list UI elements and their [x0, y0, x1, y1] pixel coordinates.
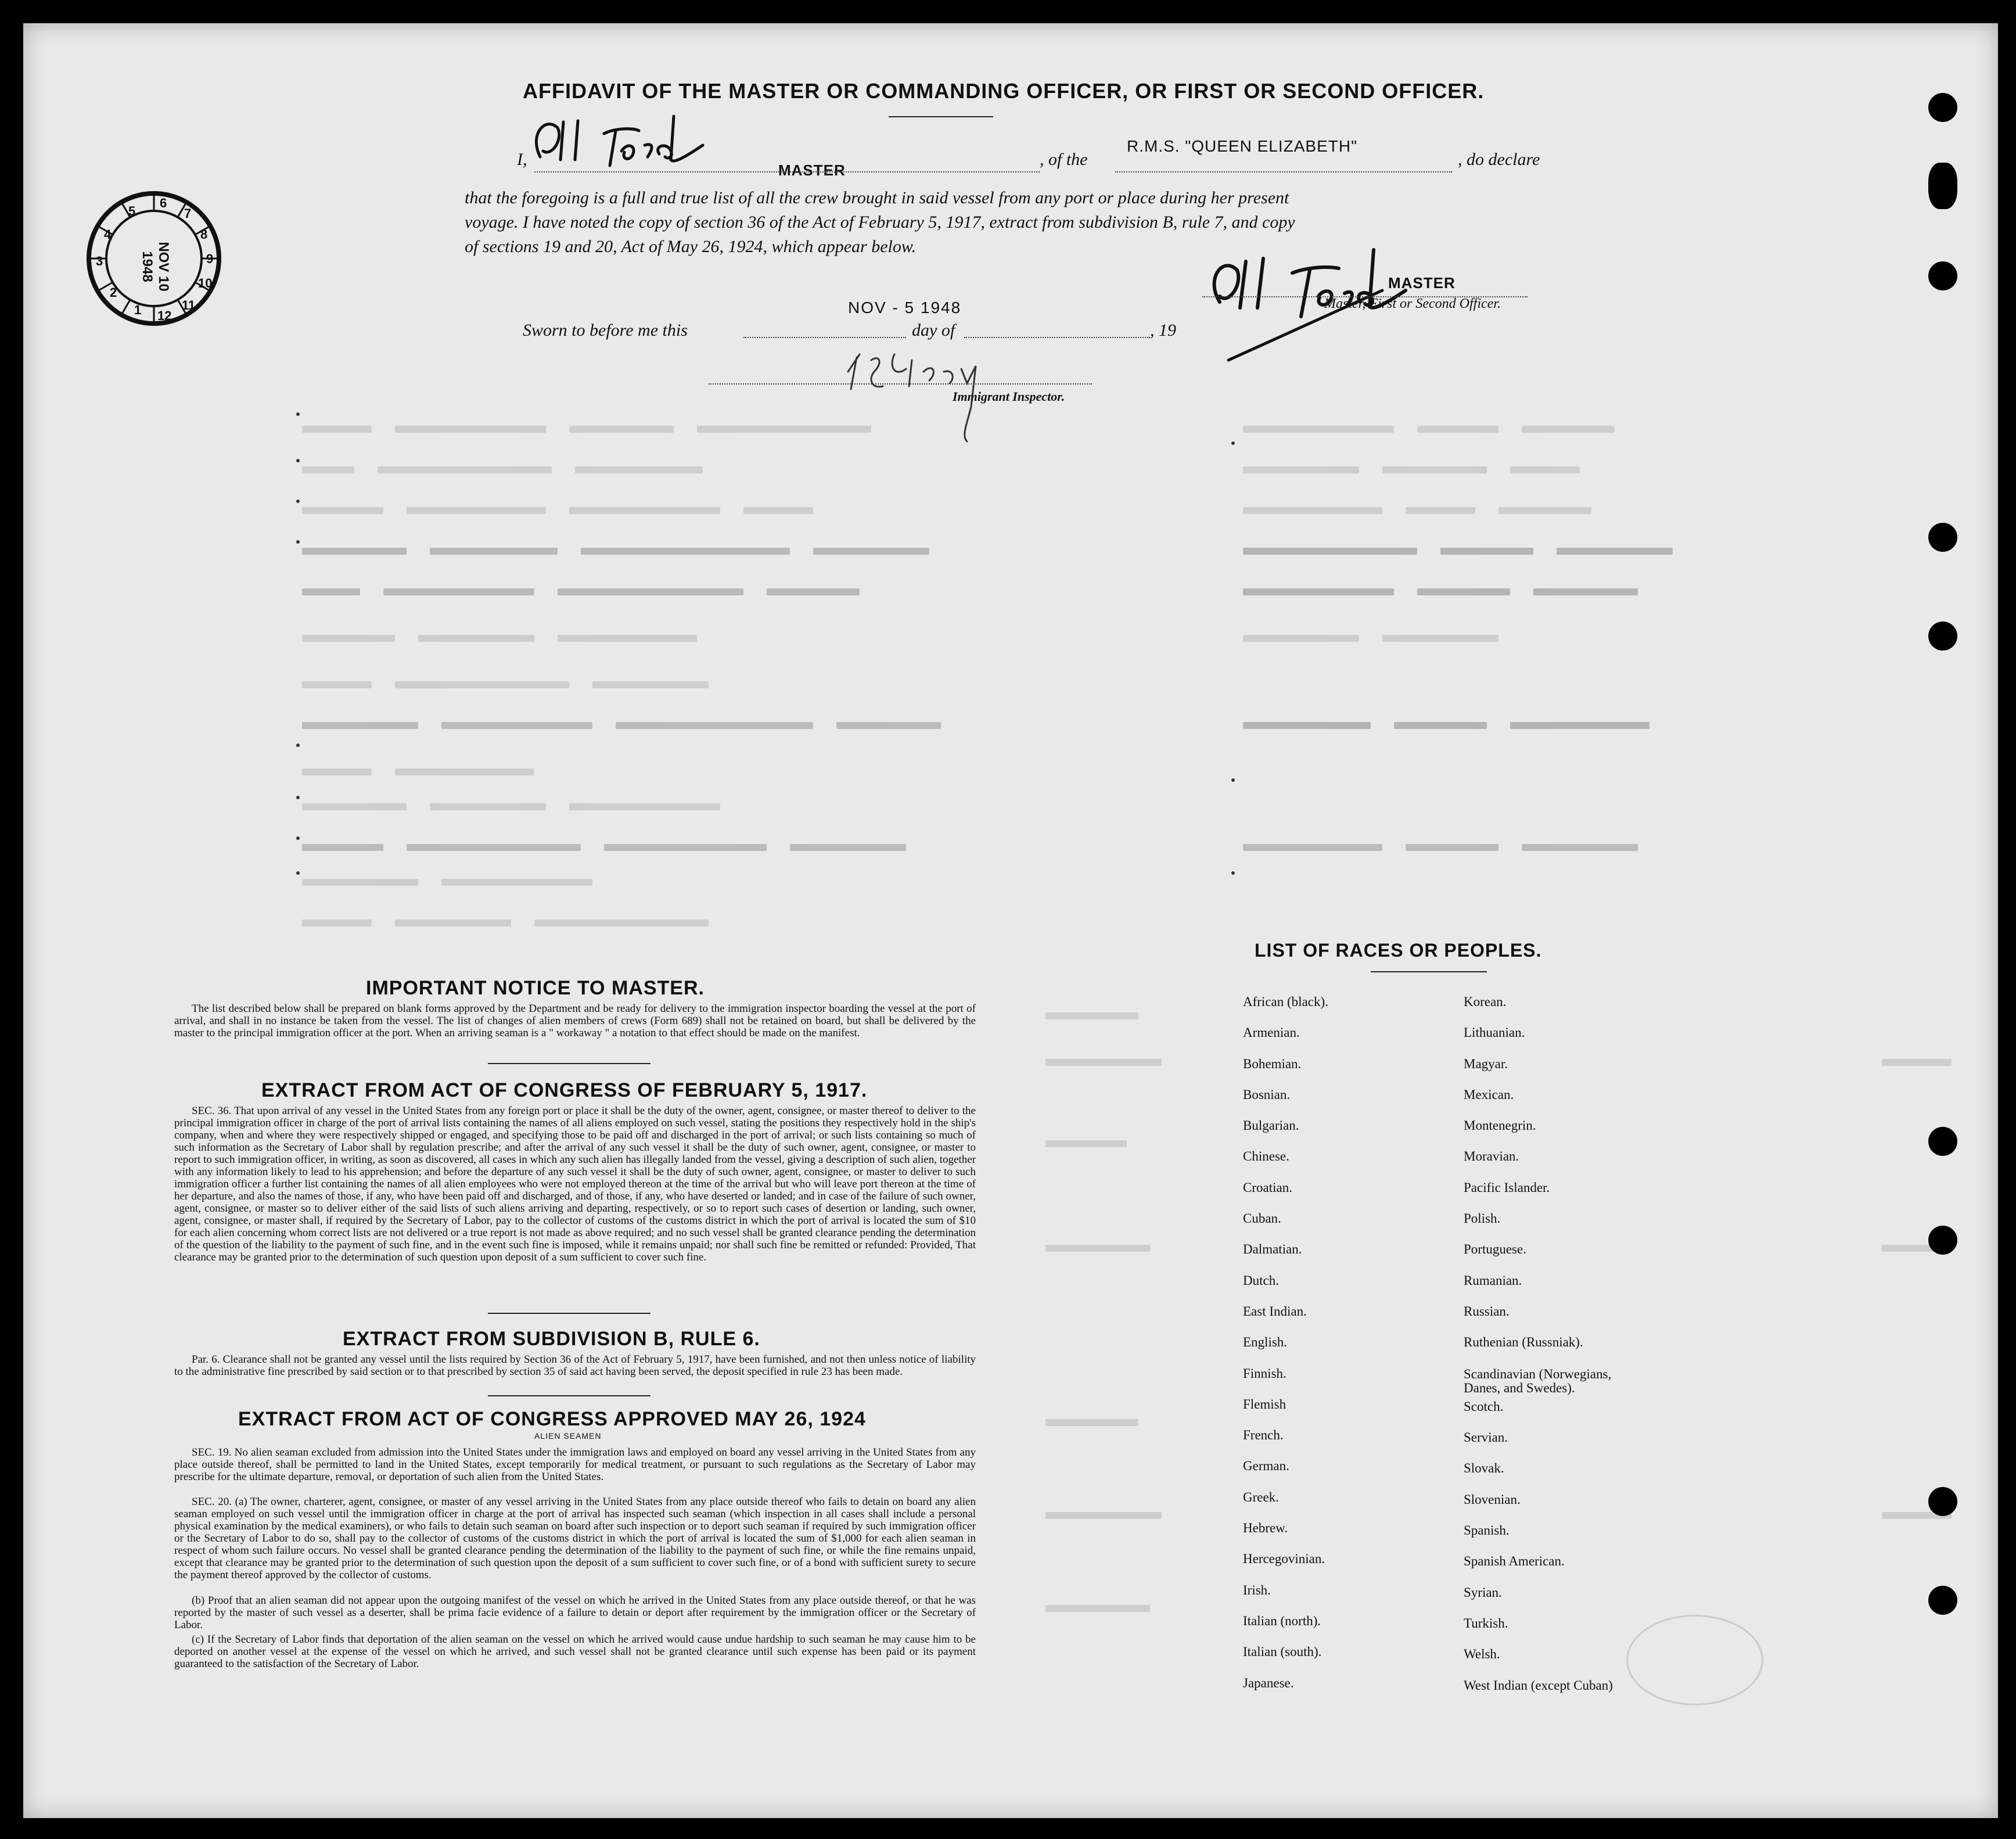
extract-1917-divider [488, 1313, 651, 1314]
race-item: Bulgarian. [1243, 1118, 1299, 1133]
sworn-date-stamp: NOV - 5 1948 [848, 299, 962, 317]
race-item: West Indian (except Cuban) [1464, 1678, 1613, 1693]
race-item: Welsh. [1464, 1647, 1500, 1662]
sec-20-text: SEC. 20. (a) The owner, charterer, agent, consignee, or master of any vessel arriving in the United States from any place outside thereof who fails to detain on board any alien seaman employed on such vessel until the immigration officer in charge at the port of arrival has inspected such seaman (which inspection in all cases shall include a personal physical examination by the medical examiners), or who fails to detain such seaman on board after such inspection or to deport such seaman if required by such immigration officer or the Secretary of Labor to do so, shall pay to the collector of customs of the customs district in which the port of arrival is located the sum of $1,000 for each alien seaman in respect of whom such failure occurs. No vessel shall be granted clearance pending the determination of the liability to the payment of such fine, or while the fine remains unpaid, except that clearance may be granted prior to the determination of such question upon the deposit of a sum sufficient to cover such fine, or of a bond with sufficient surety to secure the payment thereof approved by the collector of customs. [174, 1496, 976, 1581]
race-item: Russian. [1464, 1303, 1510, 1319]
stamp-number: 8 [200, 227, 208, 242]
race-item: Pacific Islander. [1464, 1180, 1550, 1195]
races-left-column [1243, 993, 1440, 1705]
notice-divider [488, 1063, 651, 1064]
race-item: Greek. [1243, 1489, 1279, 1504]
declaration-line-1: that the foregoing is a full and true list of all the crew brought in said vessel from any port or place during her present [465, 188, 1289, 207]
race-item: Finnish. [1243, 1366, 1286, 1381]
race-item: Dutch. [1243, 1273, 1279, 1288]
affidavit-title: AFFIDAVIT OF THE MASTER OR COMMANDING OFFICER, OR FIRST OR SECOND OFFICER. [523, 79, 1485, 103]
extract-1917-title: EXTRACT FROM ACT OF CONGRESS OF FEBRUARY 5, 1917. [261, 1079, 868, 1101]
stamp-number: 7 [184, 206, 192, 221]
races-title-underline [1371, 971, 1487, 972]
race-item: Chinese. [1243, 1149, 1289, 1164]
i-label: I, [517, 150, 527, 169]
declaration-line-2: voyage. I have noted the copy of section 36 of the Act of February 5, 1917, extract from subdivision B, rule 7, and copy [465, 213, 1295, 232]
race-item: Korean. [1464, 994, 1507, 1009]
stamp-number: 10 [198, 276, 213, 290]
sworn-label: Sworn to before me this [523, 321, 688, 340]
year-label: , 19 [1150, 321, 1176, 340]
race-item: Bosnian. [1243, 1087, 1291, 1102]
sec-20b-text: (b) Proof that an alien seaman did not appear upon the outgoing manifest of the vessel on which he arrived in the United States from any place outside thereof, or that he was reported by the master of such vessel as a deserter, shall be prima facie evidence of a failure to detain or deport after requirement by the immigration officer or the Secretary of Labor. [174, 1594, 976, 1631]
master-signature-icon [529, 110, 761, 174]
races-title: LIST OF RACES OR PEOPLES. [1255, 940, 1542, 961]
race-item: Scotch. [1464, 1399, 1504, 1414]
of-the-label: , of the [1040, 150, 1088, 169]
race-item: Croatian. [1243, 1180, 1292, 1195]
race-item: Flemish [1243, 1396, 1286, 1411]
race-item: Moravian. [1464, 1149, 1519, 1164]
officer-caption: Master, First or Second Officer. [1324, 296, 1501, 311]
document-page [23, 23, 1998, 1818]
faint-oval-stamp [1626, 1615, 1763, 1705]
notice-title: IMPORTANT NOTICE TO MASTER. [366, 977, 705, 999]
vessel-blank-line [1115, 171, 1452, 173]
race-item: Portuguese. [1464, 1242, 1526, 1257]
declaration-line-3: of sections 19 and 20, Act of May 26, 1924, which appear below. [465, 237, 917, 256]
inspector-caption: Immigrant Inspector. [953, 389, 1065, 404]
master-stamp: MASTER [778, 161, 846, 179]
sec-19-text: SEC. 19. No alien seaman excluded from admission into the United States under the immigration laws and employed on board any vessel arriving in the United States from any place outside thereof, shall be permitted to land in the United States, except temporarily for medical treatment, or pursuant to such regulations as the Secretary of Labor may prescribe for the ultimate departure, removal, or deportation of such alien from the United States. [174, 1446, 976, 1483]
notice-text: The list described below shall be prepared on blank forms approved by the Department and be ready for delivery to the immigration inspector boarding the vessel at the port of arrival, and shall in no instance be taken from the vessel. The list of changes of alien members of crews (Form 689) shall not be retained on board, but shall be delivered by the master to the principal immigration officer at the port. When an arriving seaman is a " workaway " a notation to that effect should be made on the manifest. [174, 1003, 976, 1039]
subdivision-divider [488, 1395, 651, 1396]
title-underline [889, 116, 993, 117]
officer-master-stamp: MASTER [1388, 274, 1456, 292]
subdivision-title: EXTRACT FROM SUBDIVISION B, RULE 6. [343, 1328, 760, 1350]
vessel-name: R.M.S. "QUEEN ELIZABETH" [1127, 137, 1358, 155]
race-item: Servian. [1464, 1430, 1508, 1445]
race-item: Rumanian. [1464, 1273, 1522, 1288]
stamp-number: 12 [157, 308, 172, 323]
race-item: Polish. [1464, 1211, 1501, 1226]
race-item: French. [1243, 1428, 1284, 1443]
race-item: Irish. [1243, 1582, 1271, 1597]
race-item: East Indian. [1243, 1303, 1307, 1319]
subdivision-text: Par. 6. Clearance shall not be granted any vessel until the lists required by Section 36 of the Act of February 5, 1917, have been furnished, and not then unless notice of liability to the administrative fine prescribed by said section or to that prescribed by section 35 of said act having been served, the deposit specified in rule 23 has been made. [174, 1353, 976, 1378]
race-item: Dalmatian. [1243, 1242, 1302, 1257]
stamp-date: NOV 10 1948 [139, 242, 171, 292]
race-item: Slovak. [1464, 1461, 1504, 1476]
race-item: Italian (north). [1243, 1613, 1321, 1628]
race-item: African (black). [1243, 994, 1328, 1009]
inspector-line [709, 383, 1092, 385]
race-item: Hebrew. [1243, 1521, 1288, 1536]
race-item: Cuban. [1243, 1211, 1281, 1226]
name-blank-line [534, 171, 1040, 173]
race-item: Turkish. [1464, 1615, 1508, 1630]
race-item: Scandinavian (Norwegians, Danes, and Swedes). [1464, 1366, 1612, 1395]
race-item: Hercegovinian. [1243, 1551, 1325, 1567]
race-item: Japanese. [1243, 1675, 1294, 1690]
naturalization-stamp [84, 189, 224, 328]
race-item: Italian (south). [1243, 1644, 1322, 1660]
extract-1924-subtitle: ALIEN SEAMEN [534, 1431, 602, 1441]
race-item: Magyar. [1464, 1056, 1508, 1071]
sec-20c-text: (c) If the Secretary of Labor finds that deportation of the alien seaman on the vessel on which he arrived would cause undue hardship to such seaman he may cause him to be deported on another vessel at the expense of the vessel on which he arrived, and such vessel shall not be granted clearance until such expense has been paid or its payment guaranteed to the satisfaction of the Secretary of Labor. [174, 1633, 976, 1670]
stamp-number: 4 [104, 227, 112, 242]
race-item: Ruthenian (Russniak). [1464, 1335, 1583, 1350]
race-item: English. [1243, 1335, 1288, 1350]
stamp-number: 6 [160, 196, 167, 210]
race-item: Montenegrin. [1464, 1118, 1536, 1133]
stamp-number: 11 [182, 298, 196, 313]
race-item: German. [1243, 1459, 1289, 1474]
stamp-number: 3 [96, 254, 103, 268]
extract-1917-text: SEC. 36. That upon arrival of any vessel in the United States from any foreign port or place it shall be the duty of the owner, agent, consignee, or master thereof to deliver to the principal immigration officer in charge of the port of arrival lists containing the names of all aliens employed on such vessel, stating the positions they respectively hold in the ship's company, when and where they were respectively shipped or engaged, and specifying those to be paid off and discharged in the port of arrival; or such lists containing so much of such information as the Secretary of Labor shall by regulation prescribe; and after the arrival of any such vessel it shall be the duty of such owner, agent, consignee, or master to report to such immigration officer, in writing, as soon as discovered, all cases in which any such alien has illegally landed from the vessel, giving a description of such alien, together with any information likely to lead to his apprehension; and before the departure of any such vessel it shall be the duty of such owner, agent, consignee, or master to deliver to such immigration officer a further list containing the names of all alien employees who were not employed thereon at the time of the arrival but who will leave port thereon at the time of her departure, and also the names of those, if any, who have been paid off and discharged, and of those, if any, who have deserted or landed; and in case of the failure of such owner, agent, consignee, or master so to deliver either of the said lists of such aliens arriving and departing, respectively, or so to report such cases of desertion or landing, such owner, agent, consignee, or master shall, if required by the Secretary of Labor, pay to the collector of customs of the customs district in which the port of arrival is located the sum of $10 for each alien concerning whom correct lists are not delivered or a true report is not made as above required; and no such vessel shall be granted clearance pending the determination of the question of the liability to the payment of such fine, and in the event such fine is imposed, while it remains unpaid; nor shall such fine be remitted or refunded: Provided, That clearance may be granted prior to the determination of such question upon deposit of a sum sufficient to cover such fine. [174, 1105, 976, 1263]
race-item: Spanish American. [1464, 1554, 1565, 1569]
race-item: Mexican. [1464, 1087, 1514, 1102]
race-item: Slovenian. [1464, 1492, 1521, 1507]
stamp-number: 2 [110, 285, 117, 300]
day-of-label: day of [912, 321, 955, 340]
race-item: Spanish. [1464, 1523, 1510, 1538]
race-item: Lithuanian. [1464, 1025, 1525, 1040]
extract-1924-title: EXTRACT FROM ACT OF CONGRESS APPROVED MAY 26, 1924 [238, 1408, 866, 1430]
races-right-column [1464, 993, 1684, 1708]
do-declare-label: , do declare [1458, 150, 1540, 169]
stamp-number: 1 [134, 303, 142, 317]
race-item: Syrian. [1464, 1585, 1502, 1600]
stamp-number: 5 [128, 204, 136, 218]
race-item: Armenian. [1243, 1025, 1300, 1040]
race-item: Bohemian. [1243, 1056, 1302, 1071]
stamp-number: 9 [206, 252, 214, 266]
